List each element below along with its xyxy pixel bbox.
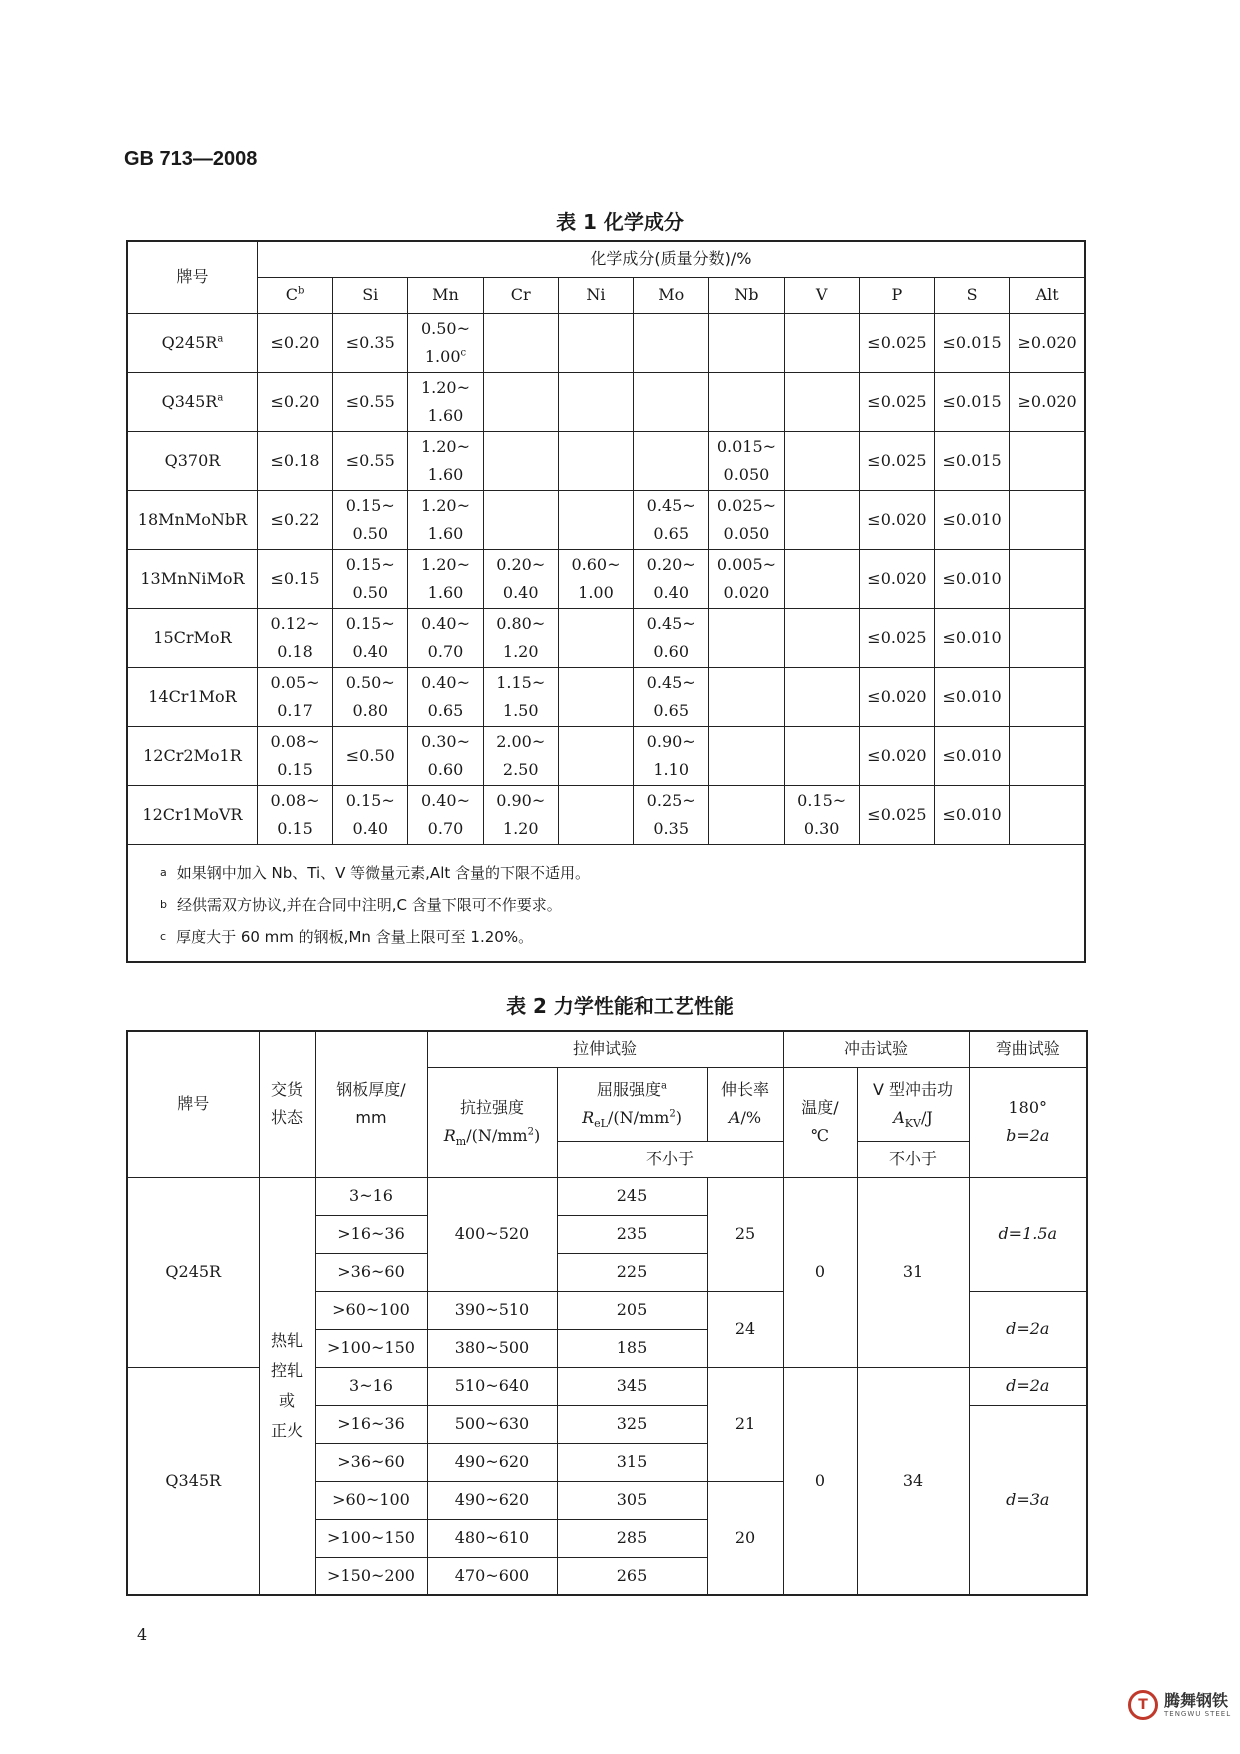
t1-cell: 1.20~ 1.60 xyxy=(408,372,483,431)
t1-cell: ≤0.010 xyxy=(935,608,1010,667)
t1-cell: ≤0.020 xyxy=(859,490,934,549)
t1-cell xyxy=(558,490,633,549)
t1-cell: 0.45~ 0.65 xyxy=(634,667,709,726)
t1-element-header: Mo xyxy=(634,277,709,313)
t2-rm: 380~500 xyxy=(427,1329,557,1367)
t1-cell: 1.20~ 1.60 xyxy=(408,549,483,608)
t1-cell: 0.005~ 0.020 xyxy=(709,549,784,608)
t1-grade: 15CrMoR xyxy=(127,608,257,667)
t1-cell xyxy=(1010,490,1085,549)
t2-akv: 31 xyxy=(857,1177,969,1367)
t2-rel: 325 xyxy=(557,1405,707,1443)
t2-rm: 490~620 xyxy=(427,1443,557,1481)
t1-note: $^b$ 经供需双方协议,并在合同中注明,C 含量下限可不作要求。 xyxy=(160,895,562,914)
t1-cell xyxy=(558,431,633,490)
t2-rel: 305 xyxy=(557,1481,707,1519)
t1-cell: 0.15~ 0.40 xyxy=(333,608,408,667)
standard-number: GB 713—2008 xyxy=(124,148,258,170)
t1-cell xyxy=(558,667,633,726)
t1-cell: 0.015~ 0.050 xyxy=(709,431,784,490)
t1-cell xyxy=(784,667,859,726)
t2-rel: 205 xyxy=(557,1291,707,1329)
t2-rel: 185 xyxy=(557,1329,707,1367)
t2-temp: 0 xyxy=(783,1177,857,1367)
t1-cell: 0.50~ 0.80 xyxy=(333,667,408,726)
t1-cell xyxy=(483,372,558,431)
logo-icon: T xyxy=(1128,1690,1158,1720)
t1-element-header: Alt xyxy=(1010,277,1085,313)
t1-cell: 0.40~ 0.70 xyxy=(408,608,483,667)
t2-elong: 20 xyxy=(707,1481,783,1595)
t2-elong: 24 xyxy=(707,1291,783,1367)
t1-cell xyxy=(483,431,558,490)
table1-caption: 表 1 化学成分 xyxy=(556,210,684,234)
t1-cell: ≤0.025 xyxy=(859,372,934,431)
t1-cell xyxy=(784,313,859,372)
t2-grade-q345r: Q345R xyxy=(127,1367,259,1595)
t2-rel: 265 xyxy=(557,1557,707,1595)
t1-cell: 0.90~ 1.10 xyxy=(634,726,709,785)
t1-element-header: S xyxy=(935,277,1010,313)
t1-element-header: V xyxy=(784,277,859,313)
t2-rm: 400~520 xyxy=(427,1177,557,1291)
t1-grade-header: 牌号 xyxy=(127,241,257,313)
t2-elong: 25 xyxy=(707,1177,783,1291)
t1-cell xyxy=(1010,431,1085,490)
t1-cell: 1.20~ 1.60 xyxy=(408,431,483,490)
t2-thick: >16~36 xyxy=(315,1215,427,1253)
t1-cell xyxy=(558,726,633,785)
t1-cell xyxy=(709,785,784,844)
t2-thick: >16~36 xyxy=(315,1405,427,1443)
t2-rel: 225 xyxy=(557,1253,707,1291)
t1-notes xyxy=(127,844,1085,962)
t1-cell: ≥0.020 xyxy=(1010,313,1085,372)
t2-rm: 500~630 xyxy=(427,1405,557,1443)
t2-rel: 345 xyxy=(557,1367,707,1405)
chemical-composition-table xyxy=(126,240,1086,963)
t1-cell xyxy=(634,313,709,372)
t2-bend: d=2a xyxy=(969,1367,1087,1405)
t2-thick: >36~60 xyxy=(315,1443,427,1481)
t2-thick: >60~100 xyxy=(315,1481,427,1519)
t1-group-header: 化学成分(质量分数)/% xyxy=(257,241,1085,277)
t2-not-less-label: 不小于 xyxy=(557,1141,783,1177)
t1-cell: 0.60~ 1.00 xyxy=(558,549,633,608)
t1-element-header: $C^b$ xyxy=(257,277,332,313)
mechanical-properties-table xyxy=(126,1030,1088,1596)
t1-cell xyxy=(784,726,859,785)
t1-cell: ≤0.020 xyxy=(859,667,934,726)
t1-cell: ≤0.015 xyxy=(935,372,1010,431)
t1-cell: ≤0.020 xyxy=(859,726,934,785)
t1-element-header: Nb xyxy=(709,277,784,313)
t1-grade: 14Cr1MoR xyxy=(127,667,257,726)
t2-rm: 510~640 xyxy=(427,1367,557,1405)
t1-cell xyxy=(634,431,709,490)
t1-cell: ≤0.010 xyxy=(935,549,1010,608)
t2-thick: >100~150 xyxy=(315,1519,427,1557)
t1-cell: 0.15~ 0.50 xyxy=(333,549,408,608)
t1-cell: ≤0.50 xyxy=(333,726,408,785)
t1-cell: 0.45~ 0.60 xyxy=(634,608,709,667)
t2-rel-header: 屈服强度$^a$ $R_{eL}/(N/mm^2)$ xyxy=(557,1067,707,1141)
t1-cell: ≤0.20 xyxy=(257,313,332,372)
t1-cell: 2.00~ 2.50 xyxy=(483,726,558,785)
t1-element-header: Cr xyxy=(483,277,558,313)
t1-element-header: Mn xyxy=(408,277,483,313)
t1-cell: ≤0.025 xyxy=(859,431,934,490)
t2-rm: 490~620 xyxy=(427,1481,557,1519)
t2-bend-header: 弯曲试验 xyxy=(969,1031,1087,1067)
t2-thick: >150~200 xyxy=(315,1557,427,1595)
t1-cell xyxy=(709,667,784,726)
t1-grade: $Q345R^a$ xyxy=(127,372,257,431)
t2-bend: d=3a xyxy=(969,1405,1087,1595)
t1-cell: 0.80~ 1.20 xyxy=(483,608,558,667)
t2-akv-header: V 型冲击功 $A_{KV}/J$ xyxy=(857,1067,969,1141)
t1-cell: ≤0.020 xyxy=(859,549,934,608)
t1-cell: ≤0.20 xyxy=(257,372,332,431)
t2-thick: 3~16 xyxy=(315,1177,427,1215)
logo-name-en: TENGWU STEEL xyxy=(1164,1709,1232,1718)
t1-cell xyxy=(784,431,859,490)
t1-cell: 0.05~ 0.17 xyxy=(257,667,332,726)
t1-cell: 0.15~ 0.40 xyxy=(333,785,408,844)
t1-cell xyxy=(784,372,859,431)
t1-cell: 0.25~ 0.35 xyxy=(634,785,709,844)
t1-cell: ≤0.010 xyxy=(935,785,1010,844)
t1-cell xyxy=(784,490,859,549)
t1-cell: 0.30~ 0.60 xyxy=(408,726,483,785)
t1-element-header: P xyxy=(859,277,934,313)
t1-cell: 0.15~ 0.30 xyxy=(784,785,859,844)
t1-cell: 0.15~ 0.50 xyxy=(333,490,408,549)
t2-grade-header: 牌号 xyxy=(127,1031,259,1177)
t1-cell xyxy=(558,372,633,431)
t2-rm: 390~510 xyxy=(427,1291,557,1329)
t2-rm: 480~610 xyxy=(427,1519,557,1557)
t1-cell: 0.50~ 1.00$^c$ xyxy=(408,313,483,372)
t2-thick: >100~150 xyxy=(315,1329,427,1367)
t2-rel: 285 xyxy=(557,1519,707,1557)
t2-rm: 470~600 xyxy=(427,1557,557,1595)
t1-cell xyxy=(558,785,633,844)
t2-bend: d=1.5a xyxy=(969,1177,1087,1291)
t1-cell: ≤0.010 xyxy=(935,726,1010,785)
t2-grade-q245r: Q245R xyxy=(127,1177,259,1367)
t1-cell: 0.025~ 0.050 xyxy=(709,490,784,549)
company-logo xyxy=(1128,1690,1231,1720)
t1-cell xyxy=(709,608,784,667)
t1-cell: ≥0.020 xyxy=(1010,372,1085,431)
t2-thick: >60~100 xyxy=(315,1291,427,1329)
t1-cell: 0.90~ 1.20 xyxy=(483,785,558,844)
t1-cell: ≤0.15 xyxy=(257,549,332,608)
t1-cell xyxy=(483,313,558,372)
t1-cell xyxy=(558,313,633,372)
t1-cell xyxy=(709,726,784,785)
t1-cell: ≤0.025 xyxy=(859,785,934,844)
table2-caption: 表 2 力学性能和工艺性能 xyxy=(506,994,734,1018)
t1-cell: 0.12~ 0.18 xyxy=(257,608,332,667)
t2-delivery-header: 交货 状态 xyxy=(259,1031,315,1177)
t1-grade: 13MnNiMoR xyxy=(127,549,257,608)
t1-cell: 0.40~ 0.65 xyxy=(408,667,483,726)
t2-bend-angle-header: 180° b=2a xyxy=(969,1067,1087,1177)
t2-thick: >36~60 xyxy=(315,1253,427,1291)
t1-cell: 0.08~ 0.15 xyxy=(257,726,332,785)
t1-grade: Q370R xyxy=(127,431,257,490)
t2-rel: 245 xyxy=(557,1177,707,1215)
t2-impact-header: 冲击试验 xyxy=(783,1031,969,1067)
t1-cell xyxy=(1010,726,1085,785)
t1-cell xyxy=(1010,549,1085,608)
t2-tensile-header: 拉伸试验 xyxy=(427,1031,783,1067)
t1-cell: ≤0.22 xyxy=(257,490,332,549)
t1-cell: 0.20~ 0.40 xyxy=(483,549,558,608)
t1-grade: 12Cr2Mo1R xyxy=(127,726,257,785)
t1-grade: 12Cr1MoVR xyxy=(127,785,257,844)
t1-grade: 18MnMoNbR xyxy=(127,490,257,549)
t2-elong: 21 xyxy=(707,1367,783,1481)
t1-cell: ≤0.025 xyxy=(859,313,934,372)
t1-cell xyxy=(1010,785,1085,844)
t2-bend: d=2a xyxy=(969,1291,1087,1367)
t1-cell xyxy=(784,608,859,667)
t1-cell: ≤0.010 xyxy=(935,490,1010,549)
t1-cell: 0.45~ 0.65 xyxy=(634,490,709,549)
t2-rel: 315 xyxy=(557,1443,707,1481)
t1-cell xyxy=(709,372,784,431)
page-number: 4 xyxy=(137,1625,148,1644)
t1-cell: 0.20~ 0.40 xyxy=(634,549,709,608)
t2-temp: 0 xyxy=(783,1367,857,1595)
t1-cell: ≤0.55 xyxy=(333,372,408,431)
t1-cell: ≤0.010 xyxy=(935,667,1010,726)
t1-cell: 0.08~ 0.15 xyxy=(257,785,332,844)
t1-cell: 0.40~ 0.70 xyxy=(408,785,483,844)
t1-cell: 1.20~ 1.60 xyxy=(408,490,483,549)
t1-cell xyxy=(709,313,784,372)
t2-not-less-label-2: 不小于 xyxy=(857,1141,969,1177)
t1-cell: ≤0.35 xyxy=(333,313,408,372)
t2-rel: 235 xyxy=(557,1215,707,1253)
t1-cell xyxy=(784,549,859,608)
t2-thickness-header: 钢板厚度/ mm xyxy=(315,1031,427,1177)
t1-cell: ≤0.025 xyxy=(859,608,934,667)
t2-elong-header: 伸长率 A/% xyxy=(707,1067,783,1141)
t2-temp-header: 温度/ ℃ xyxy=(783,1067,857,1177)
logo-name: 腾舞钢铁 xyxy=(1164,1690,1229,1710)
t1-element-header: Si xyxy=(333,277,408,313)
t1-cell: ≤0.015 xyxy=(935,313,1010,372)
t2-thick: 3~16 xyxy=(315,1367,427,1405)
t1-element-header: Ni xyxy=(558,277,633,313)
t1-cell xyxy=(483,490,558,549)
t1-cell: ≤0.18 xyxy=(257,431,332,490)
t1-cell xyxy=(1010,608,1085,667)
t1-cell: ≤0.55 xyxy=(333,431,408,490)
t1-cell: ≤0.015 xyxy=(935,431,1010,490)
t1-cell xyxy=(634,372,709,431)
t2-delivery-state: 热轧 控轧 或 正火 xyxy=(259,1177,315,1595)
t2-rm-header: 抗拉强度 $R_m/(N/mm^2)$ xyxy=(427,1067,557,1177)
t1-cell: 1.15~ 1.50 xyxy=(483,667,558,726)
t1-grade: $Q245R^a$ xyxy=(127,313,257,372)
t1-cell xyxy=(1010,667,1085,726)
t1-note: $^c$ 厚度大于 60 mm 的钢板,Mn 含量上限可至 1.20%。 xyxy=(160,927,534,946)
t2-akv: 34 xyxy=(857,1367,969,1595)
t1-cell xyxy=(558,608,633,667)
t1-note: $^a$ 如果钢中加入 Nb、Ti、V 等微量元素,Alt 含量的下限不适用。 xyxy=(160,863,591,882)
